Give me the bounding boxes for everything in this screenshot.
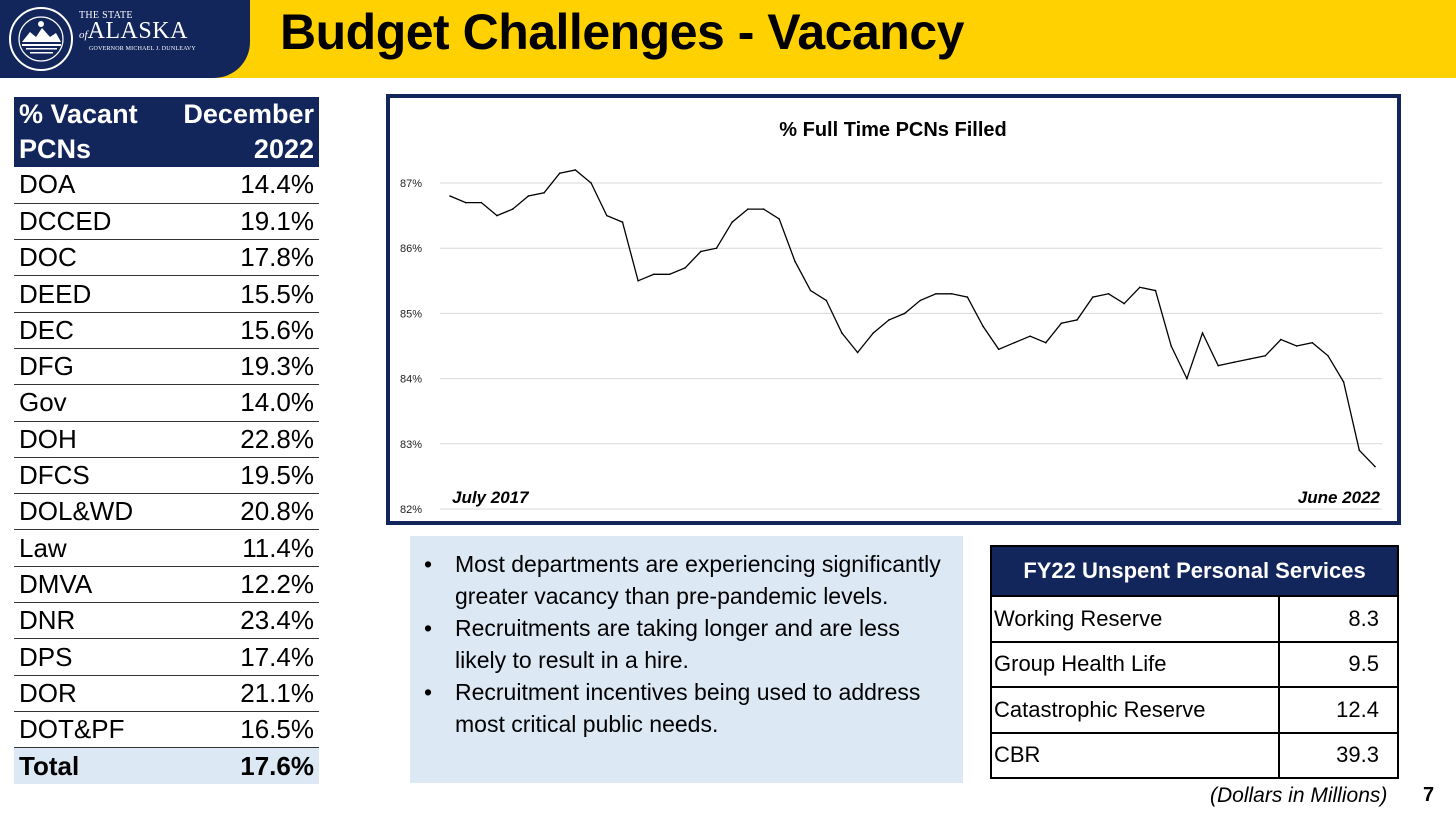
- bullet-dot-icon: •: [424, 679, 433, 705]
- total-value: 17.6%: [160, 748, 319, 784]
- vacancy-pct-cell: 14.0%: [160, 385, 319, 421]
- reserve-value-cell: 8.3: [1279, 596, 1398, 642]
- table-row: [14, 711, 319, 747]
- vacancy-pct-cell: 19.5%: [160, 457, 319, 493]
- table-row: [14, 312, 319, 348]
- data-point: [590, 182, 592, 184]
- data-point: [1186, 378, 1188, 380]
- data-point: [1076, 319, 1078, 321]
- data-point: [747, 208, 749, 210]
- y-tick-label: 83%: [400, 438, 423, 451]
- header-vacant-pcns: % Vacant PCNs: [14, 97, 160, 167]
- data-point: [653, 274, 655, 276]
- state-top-text: THE STATE: [79, 10, 133, 21]
- data-point: [778, 218, 780, 220]
- data-point: [1014, 342, 1016, 344]
- unspent-services-table: [990, 545, 1399, 779]
- data-point: [496, 215, 498, 217]
- data-point: [684, 267, 686, 269]
- x-end-label: June 2022: [1297, 488, 1380, 507]
- data-point: [700, 251, 702, 253]
- data-point: [1233, 362, 1235, 364]
- chart-title: % Full Time PCNs Filled: [779, 119, 1007, 141]
- dept-cell: Gov: [14, 385, 160, 421]
- vacancy-pct-cell: 22.8%: [160, 421, 319, 457]
- total-row: [14, 748, 319, 784]
- vacancy-pct-cell: 19.1%: [160, 203, 319, 239]
- bullet-text: Recruitment incentives being used to address most critical public needs.: [455, 679, 921, 737]
- data-point: [481, 202, 483, 204]
- data-point: [575, 169, 577, 171]
- data-point: [982, 326, 984, 328]
- data-point: [810, 290, 812, 292]
- data-point: [873, 332, 875, 334]
- table-row: [991, 687, 1398, 733]
- data-point: [1217, 365, 1219, 367]
- series-line: [450, 170, 1375, 467]
- data-point: [1139, 287, 1141, 289]
- vacancy-pct-cell: 17.8%: [160, 240, 319, 276]
- table-row: [991, 733, 1398, 779]
- vacancy-pct-cell: 12.2%: [160, 566, 319, 602]
- dept-cell: DOA: [14, 167, 160, 203]
- table-row: [14, 385, 319, 421]
- dept-cell: DOH: [14, 421, 160, 457]
- data-point: [1108, 293, 1110, 295]
- dept-cell: Law: [14, 530, 160, 566]
- dept-cell: DFG: [14, 348, 160, 384]
- data-point: [951, 293, 953, 295]
- data-point: [622, 221, 624, 223]
- data-point: [1312, 342, 1314, 344]
- dept-cell: DMVA: [14, 566, 160, 602]
- unspent-table-body: [991, 596, 1398, 778]
- vacancy-pct-cell: 23.4%: [160, 603, 319, 639]
- data-point: [920, 300, 922, 302]
- header-bar: [0, 0, 1456, 78]
- total-label: Total: [14, 748, 160, 784]
- data-point: [637, 280, 639, 282]
- vacancy-pct-cell: 19.3%: [160, 348, 319, 384]
- bullet-item: [424, 612, 953, 676]
- x-start-label: July 2017: [452, 488, 529, 507]
- vacancy-header-row: [14, 97, 319, 167]
- data-point: [528, 195, 530, 197]
- data-point: [904, 313, 906, 315]
- table-row: [14, 167, 319, 203]
- reserve-label-cell: CBR: [991, 733, 1279, 779]
- table-row: [14, 494, 319, 530]
- reserve-value-cell: 39.3: [1279, 733, 1398, 779]
- reserve-label-cell: Working Reserve: [991, 596, 1279, 642]
- data-point: [559, 172, 561, 174]
- alaska-logo: [0, 0, 250, 78]
- governor-line: GOVERNOR MICHAEL J. DUNLEAVY: [89, 46, 196, 52]
- vacancy-table-body: [14, 167, 319, 784]
- dept-cell: DNR: [14, 603, 160, 639]
- data-point: [1155, 290, 1157, 292]
- data-point: [935, 293, 937, 295]
- y-tick-label: 86%: [400, 243, 423, 256]
- dept-cell: DEED: [14, 276, 160, 312]
- y-tick-label: 84%: [400, 373, 423, 386]
- table-row: [14, 639, 319, 675]
- data-point: [606, 215, 608, 217]
- state-of-text: of: [79, 29, 88, 41]
- data-point: [888, 319, 890, 321]
- vacancy-pct-cell: 11.4%: [160, 530, 319, 566]
- vacancy-pct-cell: 15.6%: [160, 312, 319, 348]
- vacancy-pct-cell: 14.4%: [160, 167, 319, 203]
- reserve-label-cell: Catastrophic Reserve: [991, 687, 1279, 733]
- table-row: [14, 348, 319, 384]
- table-row: [14, 240, 319, 276]
- vacancy-chart: [386, 94, 1401, 525]
- bullet-text: Most departments are experiencing significantly greater vacancy than pre-pandemic levels.: [455, 551, 941, 609]
- vacancy-pct-cell: 17.4%: [160, 639, 319, 675]
- data-point: [1265, 355, 1267, 357]
- data-point: [1029, 335, 1031, 337]
- state-seal-icon: [8, 6, 74, 72]
- bullet-item: [424, 676, 953, 740]
- table-row: [14, 276, 319, 312]
- line-chart-svg: [390, 98, 1397, 521]
- vacancy-pct-cell: 15.5%: [160, 276, 319, 312]
- page-title: Budget Challenges - Vacancy: [280, 4, 964, 60]
- data-point: [967, 296, 969, 298]
- y-tick-label: 85%: [400, 308, 423, 321]
- dept-cell: DEC: [14, 312, 160, 348]
- data-point: [1123, 303, 1125, 305]
- dept-cell: DOC: [14, 240, 160, 276]
- data-point: [998, 349, 1000, 351]
- reserve-label-cell: Group Health Life: [991, 642, 1279, 688]
- data-point: [716, 247, 718, 249]
- vacancy-pct-cell: 16.5%: [160, 711, 319, 747]
- data-point: [731, 221, 733, 223]
- dept-cell: DPS: [14, 639, 160, 675]
- table-row: [14, 457, 319, 493]
- data-point: [1170, 345, 1172, 347]
- bullet-dot-icon: •: [424, 551, 433, 577]
- data-point: [1296, 345, 1298, 347]
- key-points-box: [410, 536, 963, 783]
- data-point: [465, 202, 467, 204]
- data-point: [512, 208, 514, 210]
- table-row: [991, 642, 1398, 688]
- bullet-text: Recruitments are taking longer and are less likely to result in a hire.: [455, 615, 900, 673]
- page-number: 7: [1423, 784, 1435, 806]
- table-row: [14, 675, 319, 711]
- y-tick-label: 82%: [400, 504, 423, 516]
- bullet-item: [424, 548, 953, 612]
- table-row: [14, 566, 319, 602]
- state-name: [79, 18, 188, 45]
- data-point: [1374, 466, 1376, 468]
- data-point: [794, 260, 796, 262]
- data-point: [763, 208, 765, 210]
- reserve-value-cell: 12.4: [1279, 687, 1398, 733]
- data-point: [449, 195, 451, 197]
- data-point: [1327, 355, 1329, 357]
- state-name-text: ALASKA: [87, 18, 188, 44]
- data-point: [857, 352, 859, 354]
- dept-cell: DOT&PF: [14, 711, 160, 747]
- data-point: [1061, 322, 1063, 324]
- dept-cell: DFCS: [14, 457, 160, 493]
- unspent-header-row: [991, 546, 1398, 596]
- y-tick-label: 87%: [400, 178, 423, 190]
- data-point: [1249, 358, 1251, 360]
- dollars-note: (Dollars in Millions): [1210, 784, 1388, 807]
- table-row: [14, 603, 319, 639]
- header-december-2022: December 2022: [160, 97, 319, 167]
- vacancy-pct-cell: 21.1%: [160, 675, 319, 711]
- unspent-table-title: FY22 Unspent Personal Services: [991, 546, 1398, 596]
- vacancy-table: [14, 97, 319, 784]
- data-point: [1359, 450, 1361, 452]
- data-point: [841, 332, 843, 334]
- table-row: [14, 421, 319, 457]
- data-point: [1202, 332, 1204, 334]
- dept-cell: DOL&WD: [14, 494, 160, 530]
- reserve-value-cell: 9.5: [1279, 642, 1398, 688]
- data-point: [826, 300, 828, 302]
- dept-cell: DOR: [14, 675, 160, 711]
- data-point: [1092, 296, 1094, 298]
- data-point: [1280, 339, 1282, 341]
- table-row: [14, 530, 319, 566]
- data-point: [543, 192, 545, 194]
- vacancy-pct-cell: 20.8%: [160, 494, 319, 530]
- table-row: [991, 596, 1398, 642]
- dept-cell: DCCED: [14, 203, 160, 239]
- table-row: [14, 203, 319, 239]
- data-point: [669, 274, 671, 276]
- data-point: [1343, 381, 1345, 383]
- data-point: [1045, 342, 1047, 344]
- bullet-dot-icon: •: [424, 615, 433, 641]
